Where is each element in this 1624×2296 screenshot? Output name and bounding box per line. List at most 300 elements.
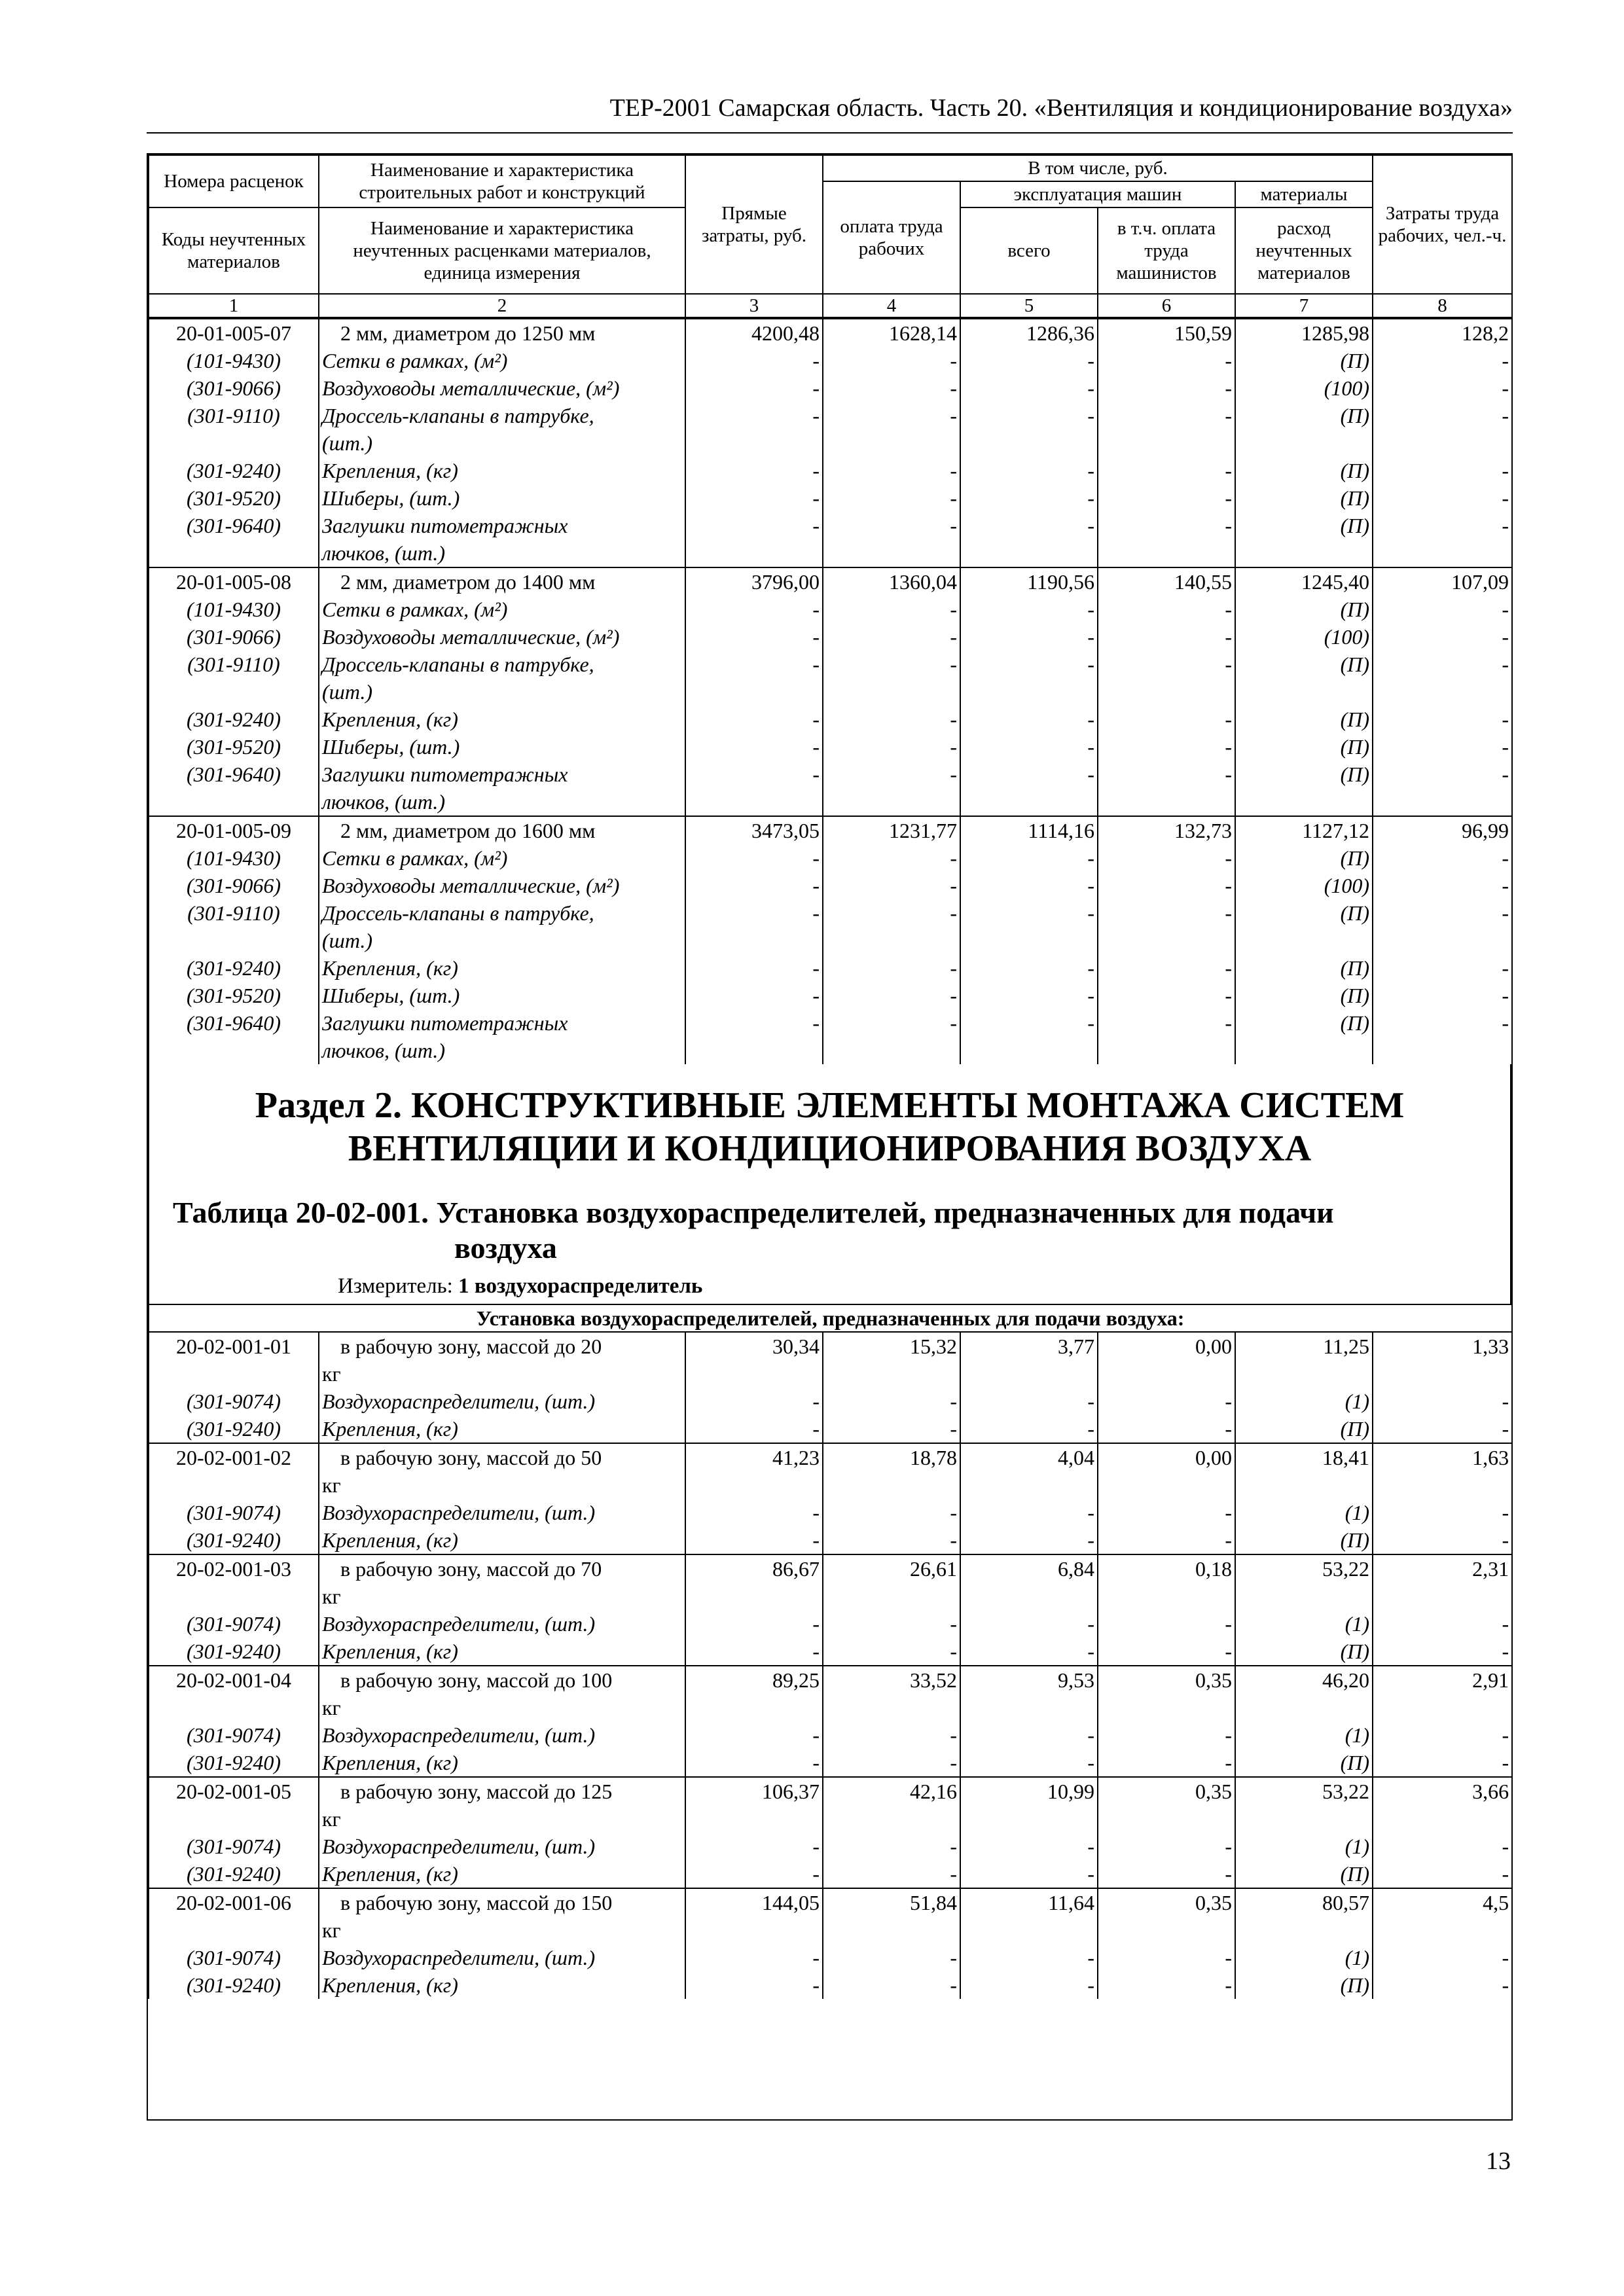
material-name: Воздухораспределители, (шт.) (319, 1388, 685, 1415)
value-mat: 1285,98 (1235, 319, 1373, 347)
material-qty: (1) (1235, 1610, 1373, 1638)
material-name: Воздуховоды металлические, (м²) (319, 374, 685, 402)
dash-cell: - (960, 1499, 1098, 1526)
value-mach: 9,53 (960, 1666, 1098, 1721)
dash-cell: - (823, 1526, 960, 1554)
dash-cell: - (1373, 484, 1512, 512)
dash-cell: - (1098, 651, 1235, 706)
material-code: (301-9110) (149, 899, 319, 954)
value-direct: 3473,05 (685, 816, 823, 844)
dash-cell: - (960, 347, 1098, 374)
dash-cell: - (1373, 512, 1512, 567)
dash-cell: - (685, 512, 823, 567)
dash-cell: - (685, 1721, 823, 1749)
section-block (148, 1064, 1511, 1304)
dash-cell: - (823, 954, 960, 982)
dash-cell: - (685, 1944, 823, 1971)
material-qty: (П) (1235, 844, 1373, 872)
material-qty: (П) (1235, 512, 1373, 567)
material-code: (301-9066) (149, 623, 319, 651)
price-table-b (148, 1304, 1513, 1999)
dash-cell: - (685, 1749, 823, 1777)
material-qty: (1) (1235, 1499, 1373, 1526)
value-hours: 1,63 (1373, 1443, 1512, 1499)
material-row (149, 484, 1512, 512)
dash-cell: - (1098, 1526, 1235, 1554)
dash-cell: - (1373, 1944, 1512, 1971)
dash-cell: - (960, 1721, 1098, 1749)
dash-cell: - (1373, 733, 1512, 761)
rate-code: 20-01-005-07 (149, 319, 319, 347)
value-labor: 26,61 (823, 1554, 960, 1610)
col-incl: В том числе, руб. (823, 155, 1373, 181)
material-name: Воздухораспределители, (шт.) (319, 1833, 685, 1860)
dash-cell: - (1098, 1415, 1235, 1443)
value-hours: 107,09 (1373, 567, 1512, 596)
column-number: 8 (1373, 294, 1512, 317)
table-row (149, 1443, 1512, 1499)
table-row (149, 1332, 1512, 1388)
material-row (149, 761, 1512, 816)
dash-cell: - (960, 402, 1098, 457)
dash-cell: - (823, 733, 960, 761)
rate-code: 20-02-001-01 (149, 1332, 319, 1388)
dash-cell: - (823, 1749, 960, 1777)
value-direct: 86,67 (685, 1554, 823, 1610)
dash-cell: - (685, 982, 823, 1009)
rate-code: 20-01-005-08 (149, 567, 319, 596)
dash-cell: - (960, 1610, 1098, 1638)
material-qty: (1) (1235, 1944, 1373, 1971)
dash-cell: - (685, 1833, 823, 1860)
dash-cell: - (960, 733, 1098, 761)
dash-cell: - (960, 1388, 1098, 1415)
dash-cell: - (823, 1721, 960, 1749)
dash-cell: - (685, 1610, 823, 1638)
material-code: (301-9240) (149, 1526, 319, 1554)
dash-cell: - (685, 872, 823, 899)
dash-cell: - (960, 596, 1098, 623)
dash-cell: - (1098, 1009, 1235, 1064)
rate-name: в рабочую зону, массой до 20 кг (319, 1332, 685, 1388)
value-machinist: 132,73 (1098, 816, 1235, 844)
material-name: Крепления, (кг) (319, 706, 685, 733)
value-labor: 51,84 (823, 1888, 960, 1944)
dash-cell: - (823, 982, 960, 1009)
dash-cell: - (960, 1415, 1098, 1443)
material-name: Шиберы, (шт.) (319, 484, 685, 512)
col-materials-sub: расход неучтенных материалов (1235, 207, 1373, 294)
material-qty: (100) (1235, 623, 1373, 651)
value-machinist: 140,55 (1098, 567, 1235, 596)
dash-cell: - (685, 761, 823, 816)
dash-cell: - (685, 1860, 823, 1888)
material-name: Крепления, (кг) (319, 954, 685, 982)
dash-cell: - (823, 1388, 960, 1415)
dash-cell: - (960, 1009, 1098, 1064)
dash-cell: - (1373, 347, 1512, 374)
value-mat: 1127,12 (1235, 816, 1373, 844)
dash-cell: - (823, 1638, 960, 1666)
value-mat: 46,20 (1235, 1666, 1373, 1721)
price-table-a (148, 318, 1513, 1064)
dash-cell: - (823, 1610, 960, 1638)
dash-cell: - (823, 596, 960, 623)
material-name: Воздухораспределители, (шт.) (319, 1499, 685, 1526)
material-row (149, 706, 1512, 733)
dash-cell: - (823, 1833, 960, 1860)
dash-cell: - (823, 1971, 960, 1999)
material-qty: (П) (1235, 1638, 1373, 1666)
dash-cell: - (1373, 1009, 1512, 1064)
rate-name: 2 мм, диаметром до 1250 мм (319, 319, 685, 347)
running-header: ТЕР-2001 Самарская область. Часть 20. «Вентиляция и кондиционирование воздуха» (147, 92, 1513, 134)
rate-code: 20-02-001-05 (149, 1777, 319, 1833)
rate-name: 2 мм, диаметром до 1600 мм (319, 816, 685, 844)
material-qty: (П) (1235, 1749, 1373, 1777)
value-mat: 18,41 (1235, 1443, 1373, 1499)
material-code: (301-9074) (149, 1721, 319, 1749)
dash-cell: - (823, 844, 960, 872)
material-code: (301-9240) (149, 954, 319, 982)
material-qty: (П) (1235, 1009, 1373, 1064)
dash-cell: - (685, 899, 823, 954)
value-mach: 4,04 (960, 1443, 1098, 1499)
page-number: 13 (1486, 2147, 1511, 2175)
value-hours: 3,66 (1373, 1777, 1512, 1833)
dash-cell: - (960, 623, 1098, 651)
dash-cell: - (1098, 374, 1235, 402)
dash-cell: - (960, 1971, 1098, 1999)
material-qty: (П) (1235, 484, 1373, 512)
value-hours: 2,31 (1373, 1554, 1512, 1610)
dash-cell: - (823, 1860, 960, 1888)
dash-cell: - (960, 1638, 1098, 1666)
material-name: Шиберы, (шт.) (319, 733, 685, 761)
col-labor-cost: Затраты труда рабочих, чел.-ч. (1373, 155, 1512, 294)
value-labor: 1231,77 (823, 816, 960, 844)
dash-cell: - (960, 1749, 1098, 1777)
measure-line: Измеритель: 1 воздухораспределитель (338, 1274, 703, 1298)
col-materials: материалы (1235, 181, 1373, 207)
material-name: Крепления, (кг) (319, 1638, 685, 1666)
material-name: Заглушки питометражных лючков, (шт.) (319, 512, 685, 567)
material-name: Шиберы, (шт.) (319, 982, 685, 1009)
dash-cell: - (685, 402, 823, 457)
value-machinist: 150,59 (1098, 319, 1235, 347)
material-qty: (П) (1235, 347, 1373, 374)
dash-cell: - (1098, 347, 1235, 374)
dash-cell: - (1373, 982, 1512, 1009)
material-code: (301-9074) (149, 1833, 319, 1860)
material-row (149, 1971, 1512, 1999)
material-name: Сетки в рамках, (м²) (319, 844, 685, 872)
dash-cell: - (1373, 1638, 1512, 1666)
material-row (149, 954, 1512, 982)
dash-cell: - (1098, 512, 1235, 567)
value-machinist: 0,35 (1098, 1777, 1235, 1833)
material-code: (301-9074) (149, 1388, 319, 1415)
material-row (149, 623, 1512, 651)
material-name: Сетки в рамках, (м²) (319, 347, 685, 374)
material-row (149, 982, 1512, 1009)
rate-code: 20-02-001-06 (149, 1888, 319, 1944)
column-number: 1 (149, 294, 319, 317)
table-row (149, 1554, 1512, 1610)
column-number: 6 (1098, 294, 1235, 317)
dash-cell: - (1373, 596, 1512, 623)
dash-cell: - (1098, 1860, 1235, 1888)
dash-cell: - (685, 1415, 823, 1443)
material-name: Сетки в рамках, (м²) (319, 596, 685, 623)
dash-cell: - (1373, 844, 1512, 872)
value-machinist: 0,00 (1098, 1332, 1235, 1388)
dash-cell: - (960, 954, 1098, 982)
dash-cell: - (823, 651, 960, 706)
dash-cell: - (823, 761, 960, 816)
material-code: (101-9430) (149, 347, 319, 374)
material-qty: (П) (1235, 596, 1373, 623)
material-name: Воздухораспределители, (шт.) (319, 1610, 685, 1638)
material-name: Крепления, (кг) (319, 457, 685, 484)
material-code: (301-9240) (149, 1860, 319, 1888)
dash-cell: - (1098, 1749, 1235, 1777)
material-name: Дроссель-клапаны в патрубке, (шт.) (319, 899, 685, 954)
dash-cell: - (1373, 623, 1512, 651)
material-name: Воздуховоды металлические, (м²) (319, 623, 685, 651)
dash-cell: - (1098, 1971, 1235, 1999)
dash-cell: - (1373, 1721, 1512, 1749)
material-row (149, 1009, 1512, 1064)
dash-cell: - (960, 1833, 1098, 1860)
material-row (149, 596, 1512, 623)
rate-name: 2 мм, диаметром до 1400 мм (319, 567, 685, 596)
dash-cell: - (1098, 844, 1235, 872)
material-code: (301-9240) (149, 706, 319, 733)
table-row (149, 816, 1512, 844)
dash-cell: - (1373, 374, 1512, 402)
dash-cell: - (685, 651, 823, 706)
value-hours: 128,2 (1373, 319, 1512, 347)
material-name: Заглушки питометражных лючков, (шт.) (319, 1009, 685, 1064)
material-code: (301-9640) (149, 512, 319, 567)
dash-cell: - (1373, 457, 1512, 484)
dash-cell: - (685, 733, 823, 761)
column-number: 3 (685, 294, 823, 317)
dash-cell: - (823, 623, 960, 651)
dash-cell: - (823, 899, 960, 954)
dash-cell: - (685, 1499, 823, 1526)
material-row (149, 872, 1512, 899)
dash-cell: - (1373, 1526, 1512, 1554)
dash-cell: - (685, 596, 823, 623)
table-title: Таблица 20-02-001. Установка воздухораспределителей, предназначенных для подачи воздуха (173, 1196, 1334, 1265)
col-name-bottom: Наименование и характеристика неучтенных расценками материалов, единица измерения (319, 207, 685, 294)
dash-cell: - (960, 982, 1098, 1009)
dash-cell: - (823, 374, 960, 402)
material-qty: (П) (1235, 733, 1373, 761)
value-mat: 53,22 (1235, 1554, 1373, 1610)
value-hours: 1,33 (1373, 1332, 1512, 1388)
material-code: (301-9110) (149, 651, 319, 706)
rate-name: в рабочую зону, массой до 125 кг (319, 1777, 685, 1833)
dash-cell: - (823, 1009, 960, 1064)
dash-cell: - (685, 1971, 823, 1999)
dash-cell: - (1373, 402, 1512, 457)
value-machinist: 0,35 (1098, 1888, 1235, 1944)
material-qty: (П) (1235, 1971, 1373, 1999)
value-mat: 1245,40 (1235, 567, 1373, 596)
material-name: Дроссель-клапаны в патрубке, (шт.) (319, 402, 685, 457)
material-qty: (1) (1235, 1833, 1373, 1860)
dash-cell: - (960, 1860, 1098, 1888)
dash-cell: - (685, 706, 823, 733)
dash-cell: - (1098, 982, 1235, 1009)
material-row (149, 651, 1512, 706)
dash-cell: - (1373, 1860, 1512, 1888)
rate-name: в рабочую зону, массой до 70 кг (319, 1554, 685, 1610)
material-qty: (П) (1235, 651, 1373, 706)
rate-code: 20-02-001-04 (149, 1666, 319, 1721)
material-row (149, 1610, 1512, 1638)
material-row (149, 1749, 1512, 1777)
dash-cell: - (685, 1388, 823, 1415)
material-code: (301-9640) (149, 761, 319, 816)
material-row (149, 374, 1512, 402)
material-name: Крепления, (кг) (319, 1749, 685, 1777)
material-code: (301-9074) (149, 1499, 319, 1526)
section-title: Раздел 2. КОНСТРУКТИВНЫЕ ЭЛЕМЕНТЫ МОНТАЖА СИСТЕМ ВЕНТИЛЯЦИИ И КОНДИЦИОНИРОВАНИЯ ВОЗДУХА (255, 1085, 1405, 1169)
rate-code: 20-01-005-09 (149, 816, 319, 844)
material-name: Воздухораспределители, (шт.) (319, 1721, 685, 1749)
dash-cell: - (960, 899, 1098, 954)
rate-code: 20-02-001-02 (149, 1443, 319, 1499)
material-code: (301-9110) (149, 402, 319, 457)
material-row (149, 1388, 1512, 1415)
material-code: (301-9240) (149, 1415, 319, 1443)
dash-cell: - (1098, 402, 1235, 457)
value-direct: 41,23 (685, 1443, 823, 1499)
material-code: (301-9240) (149, 1638, 319, 1666)
dash-cell: - (1373, 1415, 1512, 1443)
value-mach: 6,84 (960, 1554, 1098, 1610)
dash-cell: - (685, 1526, 823, 1554)
material-code: (301-9074) (149, 1944, 319, 1971)
col-name-top: Наименование и характеристика строительных работ и конструкций (319, 155, 685, 207)
dash-cell: - (1098, 623, 1235, 651)
dash-cell: - (1098, 1388, 1235, 1415)
value-labor: 1628,14 (823, 319, 960, 347)
dash-cell: - (685, 457, 823, 484)
dash-cell: - (823, 1499, 960, 1526)
material-row (149, 1833, 1512, 1860)
dash-cell: - (1373, 1971, 1512, 1999)
value-direct: 3796,00 (685, 567, 823, 596)
material-qty: (П) (1235, 1526, 1373, 1554)
material-row (149, 402, 1512, 457)
value-hours: 2,91 (1373, 1666, 1512, 1721)
value-labor: 18,78 (823, 1443, 960, 1499)
material-qty: (П) (1235, 402, 1373, 457)
material-qty: (100) (1235, 374, 1373, 402)
value-direct: 144,05 (685, 1888, 823, 1944)
rate-code: 20-02-001-03 (149, 1554, 319, 1610)
column-number: 7 (1235, 294, 1373, 317)
dash-cell: - (823, 402, 960, 457)
value-mach: 1190,56 (960, 567, 1098, 596)
dash-cell: - (1373, 899, 1512, 954)
material-qty: (100) (1235, 872, 1373, 899)
material-name: Крепления, (кг) (319, 1971, 685, 1999)
value-labor: 15,32 (823, 1332, 960, 1388)
material-row (149, 347, 1512, 374)
material-qty: (П) (1235, 954, 1373, 982)
value-mat: 53,22 (1235, 1777, 1373, 1833)
dash-cell: - (685, 954, 823, 982)
value-mach: 1114,16 (960, 816, 1098, 844)
value-direct: 30,34 (685, 1332, 823, 1388)
dash-cell: - (1098, 733, 1235, 761)
material-row (149, 457, 1512, 484)
dash-cell: - (1098, 596, 1235, 623)
dash-cell: - (1373, 872, 1512, 899)
rate-name: в рабочую зону, массой до 100 кг (319, 1666, 685, 1721)
dash-cell: - (1098, 761, 1235, 816)
dash-cell: - (1373, 1499, 1512, 1526)
dash-cell: - (1098, 1638, 1235, 1666)
material-row (149, 899, 1512, 954)
dash-cell: - (1098, 457, 1235, 484)
value-direct: 89,25 (685, 1666, 823, 1721)
material-row (149, 1721, 1512, 1749)
material-row (149, 1944, 1512, 1971)
column-number: 4 (823, 294, 960, 317)
material-name: Заглушки питометражных лючков, (шт.) (319, 761, 685, 816)
material-code: (301-9240) (149, 1749, 319, 1777)
dash-cell: - (1098, 1610, 1235, 1638)
material-row (149, 1638, 1512, 1666)
material-code: (101-9430) (149, 596, 319, 623)
dash-cell: - (1373, 1833, 1512, 1860)
material-code: (301-9066) (149, 872, 319, 899)
dash-cell: - (1098, 899, 1235, 954)
col-labor: оплата труда рабочих (823, 181, 960, 294)
material-code: (301-9520) (149, 484, 319, 512)
dash-cell: - (960, 484, 1098, 512)
group-heading: Установка воздухораспределителей, предназначенных для подачи воздуха: (149, 1304, 1512, 1332)
material-qty: (П) (1235, 899, 1373, 954)
dash-cell: - (1098, 484, 1235, 512)
col-machines: эксплуатация машин (960, 181, 1235, 207)
table-row (149, 319, 1512, 347)
dash-cell: - (960, 651, 1098, 706)
value-mach: 3,77 (960, 1332, 1098, 1388)
material-name: Крепления, (кг) (319, 1415, 685, 1443)
material-row (149, 844, 1512, 872)
rate-name: в рабочую зону, массой до 50 кг (319, 1443, 685, 1499)
dash-cell: - (823, 347, 960, 374)
material-code: (301-9640) (149, 1009, 319, 1064)
dash-cell: - (685, 1009, 823, 1064)
dash-cell: - (823, 706, 960, 733)
dash-cell: - (823, 512, 960, 567)
dash-cell: - (1098, 872, 1235, 899)
table-row (149, 1666, 1512, 1721)
dash-cell: - (960, 1944, 1098, 1971)
material-qty: (П) (1235, 457, 1373, 484)
dash-cell: - (1373, 651, 1512, 706)
dash-cell: - (960, 761, 1098, 816)
